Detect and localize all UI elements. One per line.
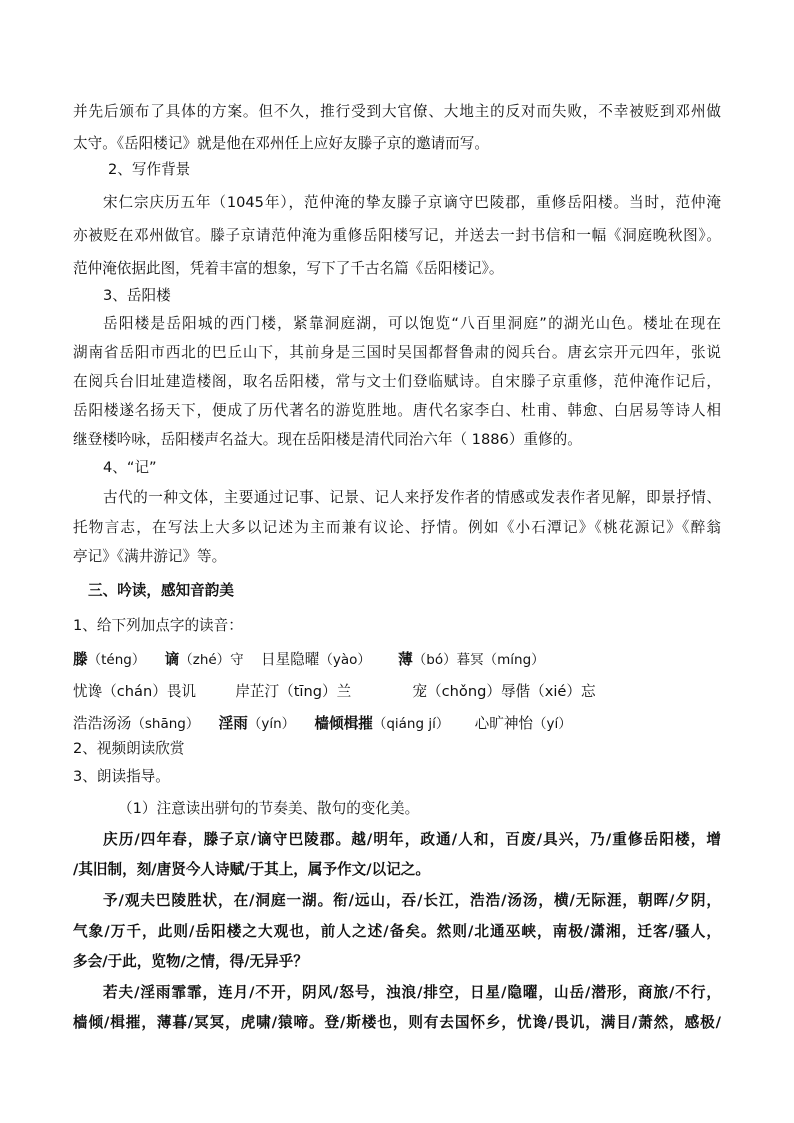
dotted-word: 滕 xyxy=(73,651,88,668)
passage-2-line-2: 气象/万千，此则/岳阳楼之大观也，前人之述/备矣。然则/北通巫峡，南极/潇湘，迁客/骚人， xyxy=(73,923,722,940)
pronunciation-row-1 xyxy=(73,650,545,670)
ji-line-2: 托物言志，在写法上大多以记述为主而兼有议论、抒情。例如《小石潭记》《桃花源记》《醉翁 xyxy=(73,519,721,536)
background-line-1: 宋仁宗庆历五年（1045年），范仲淹的挚友滕子京谪守巴陵郡，重修岳阳楼。当时，范仲淹 xyxy=(103,194,721,211)
dotted-word: 薄 xyxy=(398,651,413,668)
section-heading-yueyang-tower: 3、岳阳楼 xyxy=(103,287,171,304)
section-heading-ji: 4、“记” xyxy=(103,459,157,476)
background-line-3: 范仲淹依据此图，凭着丰富的想象，写下了千古名篇《岳阳楼记》。 xyxy=(73,260,504,277)
passage-3-line-1: 若夫/淫雨霏霏，连月/不开，阴风/怒号，浊浪/排空，日星/隐曜，山岳/潜形，商旅/不行， xyxy=(103,984,721,1001)
pronunciation-item: 宠（chǒng）辱偕（xié）忘 xyxy=(412,683,596,700)
video-reading-item: 2、视频朗读欣赏 xyxy=(73,740,185,757)
part-three-heading: 三、吟读，感知音韵美 xyxy=(88,582,234,599)
pronunciation-item: 忧谗（chán）畏讥 xyxy=(73,683,197,700)
dotted-word: 浩浩汤汤 xyxy=(73,715,132,732)
pinyin: （qiáng jí） xyxy=(372,716,450,732)
passage-3-line-2: 樯倾/楫摧，薄暮/冥冥，虎啸/猿啼。登/斯楼也，则有去国怀乡，忧谗/畏讥，满目/萧然，感极/ xyxy=(73,1014,721,1031)
pronunciation-question: 1、给下列加点字的读音： xyxy=(73,617,243,634)
intro-line-2: 太守。《岳阳楼记》就是他在邓州任上应好友滕子京的邀请而写。 xyxy=(73,135,489,152)
tower-line-3: 在阅兵台旧址建造楼阁，取名岳阳楼，常与文士们登临赋诗。自宋滕子京重修，范仲淹作记后， xyxy=(73,373,721,390)
pinyin: （yí） xyxy=(533,716,572,732)
pinyin: （yào） xyxy=(319,652,371,668)
background-line-2: 亦被贬在邓州做官。滕子京请范仲淹为重修岳阳楼写记，并送去一封书信和一幅《洞庭晚秋图》。 xyxy=(73,227,721,244)
tower-line-1: 岳阳楼是岳阳城的西门楼，紧靠洞庭湖，可以饱览“八百里洞庭”的湖光山色。楼址在现在 xyxy=(103,315,721,332)
dotted-word: 日星隐曜 xyxy=(260,651,320,668)
reading-guidance-note: （1）注意读出骈句的节奏美、散句的变化美。 xyxy=(118,800,420,817)
reading-guidance-item: 3、朗读指导。 xyxy=(73,768,170,785)
dotted-word: 心旷神怡 xyxy=(474,715,534,732)
intro-line-1: 并先后颁布了具体的方案。但不久，推行受到大官僚、大地主的反对而失败，不幸被贬到邓州做 xyxy=(73,103,721,120)
pinyin: （shāng） xyxy=(131,716,200,732)
pronunciation-row-3 xyxy=(73,714,572,734)
passage-1-line-2: /其旧制，刻/唐贤今人诗赋/于其上，属予作文/以记之。 xyxy=(73,861,430,878)
passage-1-line-1: 庆历/四年春，滕子京/谪守巴陵郡。越/明年，政通/人和，百废/具兴，乃/重修岳阳楼，增 xyxy=(103,831,721,848)
pinyin: （téng） xyxy=(87,652,146,668)
pinyin: （bó）暮冥 xyxy=(412,652,484,668)
dotted-word: 樯倾楫摧 xyxy=(314,715,373,732)
ji-line-3: 亭记》《满井游记》等。 xyxy=(73,548,227,565)
dotted-word: 谪 xyxy=(164,651,180,668)
pinyin: （zhé）守 xyxy=(179,652,244,668)
pinyin: （míng） xyxy=(483,652,545,668)
passage-2-line-1: 予/观夫巴陵胜状，在/洞庭一湖。衔/远山，吞/长江，浩浩/汤汤，横/无际涯，朝晖/夕阴， xyxy=(103,892,721,909)
tower-line-5: 继登楼吟咏，岳阳楼声名益大。现在岳阳楼是清代同治六年（ 1886）重修的。 xyxy=(73,431,582,448)
section-heading-background: 2、写作背景 xyxy=(108,161,191,178)
dotted-word: 淫雨 xyxy=(218,715,248,732)
pinyin: （yín） xyxy=(247,716,296,732)
tower-line-4: 岳阳楼遂名扬天下，便成了历代著名的游览胜地。唐代名家李白、杜甫、韩愈、白居易等诗人相 xyxy=(73,402,721,419)
pronunciation-item: 岸芷汀（tīng）兰 xyxy=(235,683,352,700)
ji-line-1: 古代的一种文体，主要通过记事、记景、记人来抒发作者的情感或发表作者见解，即景抒情、 xyxy=(103,489,721,506)
passage-2-line-3: 多会/于此，览物/之情，得/无异乎？ xyxy=(73,953,308,970)
pronunciation-row-2 xyxy=(73,682,596,702)
tower-line-2: 湖南省岳阳市西北的巴丘山下，其前身是三国时吴国都督鲁肃的阅兵台。唐玄宗开元四年，张说 xyxy=(73,344,721,361)
